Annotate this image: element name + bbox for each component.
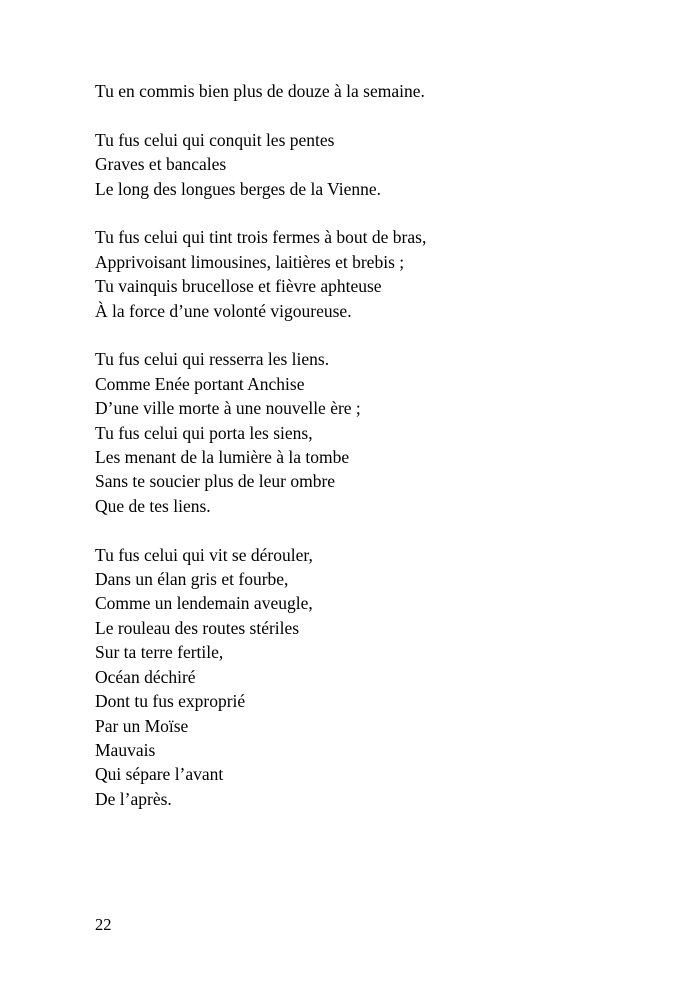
poem-line: Qui sépare l’avant [95, 764, 224, 785]
poem-line: Les menant de la lumière à la tombe [95, 447, 350, 468]
poem-line: Par un Moïse [95, 715, 189, 736]
poem-line: Le long des longues berges de la Vienne. [95, 178, 382, 199]
page-number: 22 [95, 915, 112, 934]
poem-line: Comme Enée portant Anchise [95, 373, 305, 394]
poem-line: Tu fus celui qui porta les siens, [95, 422, 313, 443]
poem-line: De l’après. [95, 788, 172, 809]
poem-line: Tu en commis bien plus de douze à la semaine. [95, 81, 425, 101]
poem-line: Tu fus celui qui tint trois fermes à bout de bras, [95, 227, 427, 248]
poem-line: Tu vainquis brucellose et fièvre aphteuse [95, 276, 382, 297]
poem-line: À la force d’une volonté vigoureuse. [95, 300, 352, 321]
poem-line: Dans un élan gris et fourbe, [95, 569, 289, 590]
poem-line: Tu fus celui qui resserra les liens. [95, 349, 330, 370]
poem-line: Sur ta terre fertile, [95, 642, 224, 663]
poem-body [95, 79, 615, 836]
poem-line: Dont tu fus exproprié [95, 691, 246, 712]
poem-line: Océan déchiré [95, 666, 196, 687]
poem-line: Mauvais [95, 739, 156, 760]
poem-stanza [95, 225, 615, 323]
poem-line: Apprivoisant limousines, laitières et brebis ; [95, 251, 405, 272]
poem-line: Graves et bancales [95, 154, 227, 175]
poem-stanza [95, 128, 615, 201]
poem-line: Le rouleau des routes stériles [95, 617, 300, 638]
poem-line: Tu fus celui qui conquit les pentes [95, 129, 335, 150]
poem-stanza [95, 543, 615, 811]
poem-line: Comme un lendemain aveugle, [95, 593, 313, 614]
poem-line: D’une ville morte à une nouvelle ère ; [95, 398, 361, 419]
poem-line: Que de tes liens. [95, 495, 211, 516]
poem-line: Sans te soucier plus de leur ombre [95, 471, 336, 492]
poem-stanza [95, 347, 615, 518]
poem-line: Tu fus celui qui vit se dérouler, [95, 544, 313, 565]
poem-stanza [95, 79, 615, 103]
